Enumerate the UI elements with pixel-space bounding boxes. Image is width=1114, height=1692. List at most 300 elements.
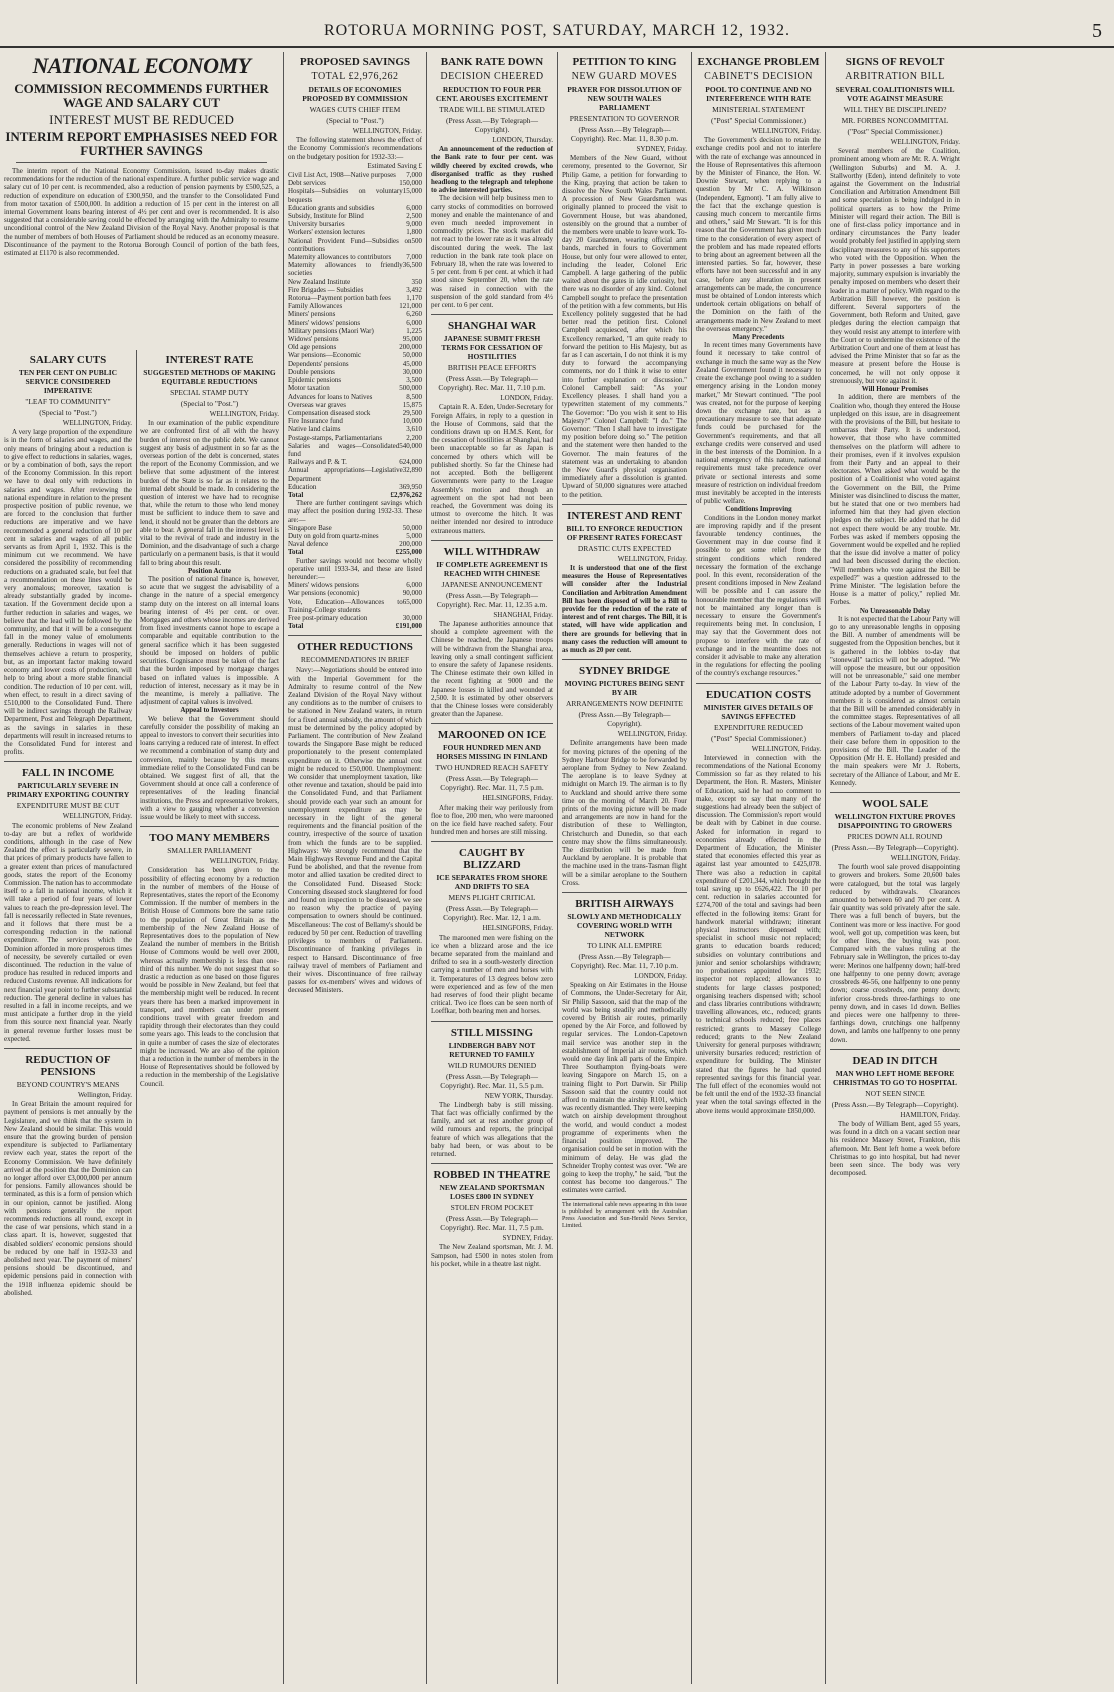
article-lead: An announcement of the reduction of the Bank rate to four per cent. was wildly cheered by excited crowds, who disorganised traffic as they rushed headlong to the telegraph and telephone to advise interested parties. xyxy=(431,145,553,195)
table-row xyxy=(288,425,422,433)
table-row xyxy=(288,187,422,203)
press-credit: (Press Assn.—By Telegraph—Copyright). xyxy=(445,116,539,134)
table-cell-amount: 500,000 xyxy=(399,384,422,393)
article-lead: It is understood that one of the first measures the House of Representatives will consider after the Industrial Conciliation and Arbitration Amendment Bill has been disposed of will be a Bill to provide for the reduction of the rate of interest and of rent charges. The Bill, it is stated, will have wide application and there are grounds for believing that in many cases the reduction will amount to as much as 20 per cent. xyxy=(562,563,687,654)
article-headline: STILL MISSING xyxy=(450,1026,534,1039)
press-credit: (Press Assn.—By Telegraph—Copyright). Rec. Mar. 11, 5.5 p.m. xyxy=(440,1071,544,1090)
table-cell-item: Compensation diseased stock xyxy=(288,408,371,417)
press-credit: (Press Assn.—By Telegraph—Copyright). Rec. Mar. 11, 12.35 a.m. xyxy=(436,590,548,609)
table-cell-item: Overseas war graves xyxy=(288,400,346,409)
article-headline: SYDNEY BRIDGE xyxy=(579,665,670,678)
table-cell-item: Miners' widows pensions xyxy=(288,581,359,590)
page-number: 5 xyxy=(1092,20,1102,42)
article-subhead: WAGES CUTS CHIEF ITEM xyxy=(309,105,401,114)
table-cell-item: Military pensions (Maori War) xyxy=(288,326,374,335)
table-cell-amount: 1,225 xyxy=(406,326,422,335)
table-cell-amount: 30,000 xyxy=(402,613,422,622)
table-row xyxy=(288,261,422,277)
article-subhead: MOVING PICTURES BEING SENT BY AIR xyxy=(564,679,685,698)
table-cell-item: Duty on gold from quartz-mines xyxy=(288,531,379,540)
article-body: Several members of the Coalition, prominent among whom are Mr. R. A. Wright (Wellington Suburbs) and M. A. J. Stallworthy (Eden), intend definitely to vote against the Government on the Industrial Conciliation and Arbitration Amendment Bill and some speculation is being indulged in in political quarters as to how the Prime Minister will regard their action. The Bill is one of first-class policy importance and in ordinary circumstances the Party leader would probably feel justified in applying stern disciplinary measures to any of his supporters who voted with the Opposition. When the Party in power possesses a bare working majority, summary expulsion is invariably the penalty imposed on members who desert their leader in a matter of policy. With regard to the Arbitration Bill however, the position is different. Several supporters of the Government, both Reform and United, gave pledges during the election campaign that they would resist any attempt to interfere with the Court or to undermine the existence of the Arbitration Court and one of them at least has advised the Prime Minister that so far as the measure at present before the House is concerned, he will not only oppose it strenuously, but vote against it. xyxy=(830,147,960,385)
table-cell-item: Advances for loans to Natives xyxy=(288,392,373,401)
table-cell-item: Annual appropriations—Legislative Department xyxy=(288,466,403,483)
article-subhead: JAPANESE SUBMIT FRESH TERMS FOR CESSATION OF HOSTILITIES xyxy=(441,334,543,362)
article-subhead: STOLEN FROM POCKET xyxy=(450,1203,534,1213)
table-cell-item: New Zealand Institute xyxy=(288,277,351,286)
table-cell-item: Native land claims xyxy=(288,425,341,434)
article-headline: MAROONED ON ICE xyxy=(437,729,547,742)
dateline: LONDON, Thursday. xyxy=(492,136,553,144)
article-subhead: TEN PER CENT ON PUBLIC SERVICE CONSIDERED IMPERATIVE xyxy=(18,368,118,395)
article-subhead: PARTICULARLY SEVERE IN PRIMARY EXPORTING COUNTRY xyxy=(6,781,130,800)
article-body: In addition, there are members of the Coalition who, though they entered the House unpledged on this issue, are in disagreement with the provisions of the Bill, but hesitate to embarrass their Party. It is understood, however, that those who have committed themselves on the platform will adhere to their promises, even if it involves expulsion from their Party and an appeal to their electorates. When asked what would be the position of a Coalitionist who voted against the Government on the Bill, the Prime Minister was disinclined to discuss the matter, but he stated that one or two members had informed him that they had given election pledges on the subject. He added that he did not expect there would be any trouble. Mr. Forbes was asked if members opposing the Government would be expelled and he replied that the issue did involve a matter of policy and had been discussed during the election. "Will members who vote against the Bill be expelled?" was a question addressed to the Prime Minister. "The legislation before the House is a matter of policy," replied Mr. Forbes. xyxy=(830,393,960,607)
table-row xyxy=(288,294,422,302)
article-body: The Lindbergh baby is still missing. That fact was officially confirmed by the family, and set at rest another group of wild rumours and reports, the principal feature of which was allegations that the baby had been, or was about to be returned. xyxy=(431,1100,553,1159)
masthead xyxy=(0,16,1114,48)
table-cell-amount: 50,000 xyxy=(402,351,422,360)
dateline: WELLINGTON, Friday. xyxy=(890,854,960,863)
article-subhead: NEW GUARD MOVES xyxy=(571,71,678,82)
article-subhead: EXPENDITURE MUST BE CUT xyxy=(16,801,120,811)
table-cell-amount: 150,000 xyxy=(399,179,422,188)
article-headline: CAUGHT BY BLIZZARD xyxy=(458,847,526,872)
table-cell-amount: 15,875 xyxy=(402,400,422,409)
press-credit: (Press Assn.—By Telegraph—Copyright). Rec. Mar. 11, 7.5 p.m. xyxy=(440,1214,544,1233)
table-cell-amount: 10,000 xyxy=(402,417,422,426)
article-subhead: ARBITRATION BILL xyxy=(845,71,945,82)
lead-headline: NATIONAL ECONOMY xyxy=(32,53,251,78)
table-row xyxy=(288,179,422,187)
article-subhead: PRAYER FOR DISSOLUTION OF NEW SOUTH WALES PARLIAMENT xyxy=(567,85,682,112)
table-row xyxy=(288,417,422,425)
table-cell-amount: 50,000 xyxy=(402,523,422,532)
article-subhead: "LEAF TO COMMUNITY" xyxy=(25,397,111,406)
article-subhead: MINISTER GIVES DETAILS OF SAVINGS EFFECTED xyxy=(703,702,814,721)
table-row xyxy=(288,401,422,409)
article-body: A very large proportion of the expenditure is in the form of salaries and wages, and the only means of bringing about a reduction is to give effect to reductions in salaries, wages, or by a combination of both, says the report of the Economy Commission. In this report we have to deal only with reductions in salaries and wages. After reviewing the national expenditure in relation to the present prospective position of public revenue, we are forced to the conclusion that further reductions are imperative and we have recommended a general reduction of 10 per cent in salaries and wages of all public servants as from April 1, 1932. This is the minimum cut we recommend. We have considered the possibility of recommending reductions on a graduated scale, but feel that a recommendation on these lines would be very anomalous; moreover, taxation is already substantially graded by income-taxation. If the Government decide upon a further reduction in salaries and wages, we believe that the lead will be followed by the community, and that it will be a consequent fall in the money value of emoluments generally. Reductions in wages will not of themselves achieve a return to prosperity, but, as an important factor making toward economy and lower costs of production, will help to bring about a more stable financial condition. The reduction of 10 per cent. will, when effect, to result in a direct saving of £510,000 to the Consolidated Fund. There will be indirect savings through the Railway Department, Post and Telegraph Department, as the savings in salaries in these departments will result in increased returns to the Consolidated Fund for interest and profits. xyxy=(4,428,132,757)
article-body: The body of William Bent, aged 55 years, was found in a ditch on a vacant section near his residence Massey Street, Frankton, this afternoon. Mr. Bent left home a week before Christmas to go into hospital, but had never been seen since. The body was very decomposed. xyxy=(830,1119,960,1178)
table-cell-amount: 90,000 xyxy=(402,589,422,598)
article-headline: WILL WITHDRAW xyxy=(443,545,541,558)
dateline: WELLINGTON, Friday. xyxy=(617,554,687,563)
article-subhead: BEYOND COUNTRY'S MEANS xyxy=(16,1080,120,1090)
table-cell-item: Workers' extension lectures xyxy=(288,228,365,237)
table-cell-amount: 30,000 xyxy=(402,367,422,376)
table-cell-amount: 2,200 xyxy=(406,433,422,442)
table-row xyxy=(288,458,422,466)
dateline: HELSINGFORS, Friday. xyxy=(482,924,553,933)
article-subhead: MINISTERIAL STATEMENT xyxy=(712,105,805,114)
table-row xyxy=(288,483,422,491)
table-cell-amount: 3,500 xyxy=(406,376,422,385)
article-body: We believe that the Government should carefully consider the possibility of making an appeal to investors to convert their securities into loans carrying a reduced rate of interest. In effect we recommend a combination of stamp duty and conversion, mainly because by this means immediate relief to the Consolidated Fund can be obtained. We suggest first of all, that the Government should at once call a conference of representatives of the leading financial institutions, the Press and representative brokers, with a view to gauging whether a conversion issue would be likely to meet with success. xyxy=(140,714,279,821)
table-row xyxy=(288,614,422,622)
article-body: In Great Britain the amount required for payment of pensions is met annually by the Legislature, and we think that the system in New Zealand should be similar. This would ensure that the growing burden of pension expenditure is subjected to Parliamentary review each year, states the report of the Economy Commission. We have definitely arrived at the position that the Dominion can no longer afford over £3,000,000 per annum for pensions. Family allowances should be terminated, as this is a form of pension which in our opinion, cannot be justified. Along with pensions generally the report recommends reductions all round, except in the case of war pensions, which stand in a class apart. It is, however, suggested that disabled soldiers' economic pensions should be reduced by one half in 1932-33 and abolished next year. The payment of miners' pensions should be discontinued, and epidemic pensions paid in connection with the 1918 influenza epidemic should be abolished. xyxy=(4,1100,132,1297)
table-row xyxy=(288,376,422,384)
special-credit: (Special to "Post.") xyxy=(39,408,97,417)
article-subhead: BRITISH PEACE EFFORTS xyxy=(447,363,537,373)
table-cell-item: Maternity allowances to contributors xyxy=(288,253,392,262)
article-body: After making their way perilously from floe to floe, 200 men, who were marooned on the ice field have reached safety. Four hundred men and horses are still missing. xyxy=(431,803,553,837)
table-cell-item: Double pensions xyxy=(288,367,335,376)
table-row xyxy=(288,589,422,597)
article-headline: SALARY CUTS xyxy=(29,354,107,366)
table-cell-amount: 540,000 xyxy=(399,441,422,450)
lead-subhead: INTERIM REPORT EMPHASISES NEED FOR FURTHER SAVINGS xyxy=(5,129,278,158)
article-subhead: BILL TO ENFORCE REDUCTION OF PRESENT RATES FORECAST xyxy=(566,523,683,542)
crosshead: No Unreasonable Delay xyxy=(859,606,931,615)
table-cell-item: Vote, Education—Allowances to Training-College students xyxy=(288,597,403,614)
dateline: Wellington, Friday. xyxy=(77,1091,132,1100)
table-cell-item: Postage-stamps, Parliamentarians xyxy=(288,433,383,442)
dateline: WELLINGTON, Friday. xyxy=(352,127,422,135)
article-body: Interviewed in connection with the recommendations of the National Economy Commission so far as they related to his Department, the Hon. R. Masters, Minister of Education, said he had no comment to make, except to say that many of the suggestions had already been the subject of discussion. The Commission's report would be dealt with by Cabinet in due course. Asked for information in regard to economies already effected in the Department of Education, the Minister stated that economies effected this year as against last year amounted to £425,078. There was also a reduction in capital expenditure of £201,344, which brought the total saving up to £626,422. The 10 per cent. reduction in salaries accounted for £274,700 of the total and savings had been effected in the following items: Grant for handwork material withdrawn; itinerant physical instructors dispensed with; specialist in school music not replaced; grants to education boards reduced; subsidies on voluntary contributions and junior and senior scholarships withdrawn; no probationers appointed for 1932; inspector not replaced; allowances to students for large classes postponed; organising teachers dispensed with; school and class libraries contributions withdrawn; travelling allowances, etc., reduced; grants to technical schools reduced; free places restricted; grants to Massey College reduced; grants to the New Zealand University for general purposes withdrawn; university bursaries reduced; restriction of expenditure for building. The Minister stated that the figures he had quoted represented savings for this financial year. The full effect of the economies would not be felt until the end of the 1932-33 financial year when the total savings effected in the above items would approximate £850,000. xyxy=(696,753,821,1115)
article-subhead: SLOWLY AND METHODICALLY COVERING WORLD WITH NETWORK xyxy=(567,912,682,940)
table-row xyxy=(288,220,422,228)
article-subhead: IF COMPLETE AGREEMENT IS REACHED WITH CHINESE xyxy=(436,559,548,578)
savings-table xyxy=(288,581,422,622)
column-rule xyxy=(283,52,284,1684)
lead-body: The interim report of the National Economy Commission, issued to-day makes drastic recommendations for the reduction of the national expenditure. A further public service wage and salary cut of 10 per cent. is recommended, also a reduction of pension payments by £500,525, a reduction of expenditure on education of £300,950, and the transfer to the Consolidated Fund from motor taxation of £500,000. In addition a reduction of 15 per cent in the interest on all internal Government loans bearing interest of 4½ per cent and over is recommended. It is also suggested that a considerable saving could be effected by arranging with the Admiralty to resume unconditional control of the New Zealand Division of the Royal Navy. Another proposal is that the number of members of both Houses of Parliament should be reduced as an economy measure. Discontinuance of the payment to the Rotorua Borough Council of portion of the bath fees, estimated at £1170 is also recommended. xyxy=(4,167,279,258)
article-subhead: DRASTIC CUTS EXPECTED xyxy=(577,543,672,553)
table-row xyxy=(288,442,422,458)
article-body: In recent times many Governments have found it necessary to take control of exchange in much the same way as the New Zealand Government found it necessary to create the exchange pool owing to a sudden emergency arising in the London money market," Mr Stewart continued. "The pool was created, not for the purpose of keeping down the exchange rate, but as a precautionary measure to see that adequate funds could be purchased for the Government's requirements, and that all exchange credits were conserved and used in the best interests of the Dominion. In a national emergency of this nature, national requirements must take precedence over private or sectional interests and some measure of restriction on individual freedom must inevitably be accepted in the interests of public welfare. xyxy=(696,341,821,506)
table-cell-item: Education grants and subsidies xyxy=(288,203,375,212)
lead-subhead: INTEREST MUST BE REDUCED xyxy=(49,112,234,127)
table-cell-item: Debt services xyxy=(288,179,326,188)
table-cell-amount: 65,000 xyxy=(402,597,422,606)
article-subhead: LINDBERGH BABY NOT RETURNED TO FAMILY xyxy=(448,1040,536,1059)
table-cell-amount: 369,950 xyxy=(399,482,422,491)
article-body: The marooned men were fishing on the ice when a blizzard arose and the ice became separated from the mainland and drifted to sea in a south-westerly direction carrying a number of men and horses with it. Temperatures of 13 degrees below zero were experienced and as few of the men had reserves of food their plight became critical. Two ice floes can be seen north of Loeffkar, both bearing men and horses. xyxy=(431,933,553,1016)
table-row xyxy=(288,581,422,589)
table-cell-amount: 29,500 xyxy=(402,408,422,417)
article-headline: PROPOSED SAVINGS xyxy=(299,56,411,68)
press-credit: (Press Assn.—By Telegraph—Copyright). Rec. Mar. 11, 7.10 p.m. xyxy=(438,374,546,393)
table-total: Total £191,000 xyxy=(288,622,422,631)
dateline: LONDON, Friday. xyxy=(500,394,553,403)
crosshead: Conditions Improving xyxy=(725,505,792,514)
dateline: WELLINGTON, Friday. xyxy=(890,138,960,146)
article-body: The decision will help business men to carry stocks of commodities on borrowed money and enable the maintenance of and even much needed improvement in commodity prices. The stock market did not react to the lower rate as it was already discounted during the week. The last reduction in the bank rate took place on February 18, when the rate was lowered to 5 per cent. from 6 per cent. at which it had stood since September 20, when the rate was raised in connection with the suspension of the gold standard from 4½ per cent. to 6 per cent. xyxy=(431,194,553,310)
table-row xyxy=(288,327,422,335)
savings-table xyxy=(288,171,422,491)
article-subhead: RECOMMENDATIONS IN BRIEF xyxy=(300,655,410,665)
article-headline: OTHER REDUCTIONS xyxy=(297,641,413,654)
press-credit: (Press Assn.—By Telegraph—Copyright). Rec. Mar. 11, 7.5 p.m. xyxy=(440,774,544,793)
table-cell-item: Singapore Base xyxy=(288,523,332,532)
article-body: Definite arrangements have been made for moving pictures of the opening of the Sydney Harbour Bridge to be forwarded by aeroplane from Sydney to New Zealand. The aeroplane is to leave Sydney at midnight on March 19. The airman is to fly to Auckland and should arrive there some time on the morning of March 20. Four prints of the moving picture will be made and arrangements are now in hand for the distribution of these to Wellington, Christchurch and Dunedin, so that each centre may show the films simultaneously. The distribution will be made from Auckland by aeroplane. It is probable that the machine used in the trans-Tasman flight will be a similar aeroplane to the Southern Cross. xyxy=(562,739,687,887)
article-body: There are further contingent savings which may affect the position during 1932-33. These are:— xyxy=(288,499,422,524)
dateline: WELLINGTON, Friday. xyxy=(209,410,279,418)
article-body: It is not expected that the Labour Party will go to any unreasonable lengths in opposing the Bill. A number of amendments will be suggested from the Opposition benches, but it is gathered in the lobbies to-day that "stonewall" tactics will not be adopted. "We will oppose the measure, but our opposition will not be unreasonable," said one member of the Labour Party to-day. In view of the attitude adopted by a number of Government members it is considered as almost certain that the Bill will be amended considerably in the committee stages. Representatives of all sections of the Labour movement waited upon members of Parliament to-day and placed their case before them in opposition to the provisions of the Bill. The Leader of the Opposition (Mr H. E. Holland) presided and the main speakers were Mr J. Roberts, secretary of the Alliance of Labour, and Mr E. Kennedy. xyxy=(830,614,960,787)
masthead-title: ROTORUA MORNING POST, SATURDAY, MARCH 12, 1932. xyxy=(323,22,791,39)
article-headline: INTEREST AND RENT xyxy=(567,509,682,522)
table-cell-item: War pensions—Economic xyxy=(288,351,362,360)
table-cell-amount: 45,000 xyxy=(402,359,422,368)
press-credit: (Press Assn.—By Telegraph—Copyright). xyxy=(831,843,959,853)
column-rule xyxy=(691,52,692,1684)
article-subhead: TO LINK ALL EMPIRE xyxy=(587,941,662,951)
article-headline: PETITION TO KING xyxy=(572,56,677,68)
table-header: Estimated Saving £ xyxy=(367,161,422,170)
article-subhead: SMALLER PARLIAMENT xyxy=(167,846,252,856)
article-headline: SIGNS OF REVOLT xyxy=(845,56,945,68)
table-cell-amount: 9,000 xyxy=(406,220,422,229)
article-body: Further savings would not become wholly operative until 1933-34, and these are listed hereunder:— xyxy=(288,556,422,581)
article-subhead: MR. FORBES NONCOMMITTAL xyxy=(841,116,949,125)
table-row xyxy=(288,278,422,286)
dateline: LONDON, Friday. xyxy=(634,972,687,981)
table-cell-item: Miners' widows' pensions xyxy=(288,318,361,327)
table-cell-item: National Provident Fund—Subsidies on contributions xyxy=(288,236,412,253)
table-cell-item: Salaries and wages—Consolidated fund xyxy=(288,441,400,458)
lead-article xyxy=(4,52,279,342)
table-cell-item: Maternity allowances to friendly societies xyxy=(288,261,403,278)
table-cell-item: Fire Insurance fund xyxy=(288,417,343,426)
table-row xyxy=(288,393,422,401)
article-headline: INTEREST RATE xyxy=(165,354,254,366)
table-cell-item: Railways and P. & T. xyxy=(288,458,347,467)
article-subhead: WILL THEY BE DISCIPLINED? xyxy=(843,105,947,114)
table-cell-amount: 8,500 xyxy=(406,392,422,401)
article-headline: SHANGHAI WAR xyxy=(447,320,537,333)
bank-rate-column xyxy=(431,52,553,1684)
table-row xyxy=(288,598,422,614)
table-row xyxy=(288,466,422,482)
article-body: The New Zealand sportsman, Mr. J. M. Sampson, had £500 in notes stolen from his pocket, while in a theatre last night. xyxy=(431,1243,553,1268)
table-cell-amount: 6,260 xyxy=(406,310,422,319)
interest-column xyxy=(140,350,279,1684)
table-cell-amount: 1,170 xyxy=(406,294,422,303)
table-cell-item: Epidemic pensions xyxy=(288,376,342,385)
table-cell-amount: 200,000 xyxy=(399,343,422,352)
table-cell-item: Motor taxation xyxy=(288,384,330,393)
article-body: In our examination of the public expenditure we are confronted first of all with the heavy burden of interest on the public debt. We cannot suggest any basis of adjustment in so far as the overseas portion of the debt is concerned, states the report of the Economy Commission, and we believe that some adjustment of the interest burden of the State is so far as it relates to the internal debt should be made. In considering the question of interest we have had to recognise that, while the return to those who lend money must be sufficient to induce them to save and lend, it should not be greater than the debtors are able to bear. A general fall in the interest level is vital to the revival of trade and industry in the Dominion, and the disadvantage of such a charge particularly on a permanent basis, is that it would fall to bring about this result. xyxy=(140,419,279,567)
table-row xyxy=(288,204,422,212)
table-cell-item: War pensions (economic) xyxy=(288,589,360,598)
article-body: Speaking on Air Estimates in the House of Commons, the Under-Secretary for Air, Sir Philip Sassoon, said that the map of the world was being steadily and methodically covered by British air routes, primarily opened by the Air Force, and followed by regular services. The London-Capetown mail service was another step in the establishment of Imperial air routes, which would one day link all parts of the Empire. Three Southampton flying-boats were leaving Singapore on March 15, on a training flight to Port Darwin. Sir Philip Sassoon said that the country could not afford to maintain the airship R101, which was recently dismantled. They were keeping watch on airship development throughout the world, and would conduct a modest programme of experiments when the financial position improved. The organisation could be set in motion with the minimum of delay. He was glad the Schneider Trophy contest was over. "We are going to keep the trophy," he said, "but the contest has become too dangerous." The estimates were carried. xyxy=(562,981,687,1195)
table-cell-amount: 7,000 xyxy=(406,171,422,180)
exchange-column xyxy=(696,52,821,1684)
article-subhead: TWO HUNDRED REACH SAFETY xyxy=(435,763,549,773)
column-rule xyxy=(825,52,826,1684)
article-headline: FALL IN INCOME xyxy=(21,767,115,780)
lead-subhead: COMMISSION RECOMMENDS FURTHER WAGE AND SALARY CUT xyxy=(14,81,269,110)
article-subhead: CABINET'S DECISION xyxy=(704,71,813,82)
table-row xyxy=(288,368,422,376)
table-cell-amount: 2,500 xyxy=(406,212,422,221)
article-body: Navy:—Negotiations should be entered into with the Imperial Government for the Admiralty to resume control of the New Zealand Division of the Royal Navy without any conditions as to the number of cruisers to be stationed in New Zealand waters, in return for a fixed annual subsidy, the amount of which must be determined by the policy adopted by Parliament. The contribution of New Zealand towards the Singapore Base might be reduced proportionately to the present contemplated expenditure on it. Otherwise the annual cost might be reduced to £50,000. Unemployment: We consider that unemployment taxation, like other revenue and taxation, should be paid into the Consolidated Fund, and that Parliament should provide each year such an amount for unemployment expenditure as may be necessary in the light of the general requirements and the financial position of the country, irrespective of the source of taxation from which the funds are to be supplied. Highways: We strongly recommend that the Main Highways Revenue Fund and the Capital Fund be abolished, and that the revenue from motor and allied taxation be credited direct to the Consolidated Fund. Diseased Stock: Concerning diseased stock slaughtered for food and found on inspection to be diseased, we see no reason why the practice of paying compensation to owners should be continued. Miscellaneous: The cost of Bellamy's should be reduced by 50 per cent. Reduction of travelling privileges to members of Parliament. Discontinuance of franking privileges in respect to Hansard. Discontinuance of free railway travel of members of Parliament and their wives. Discontinuance of free railway passes for ex-members' wives and widows of deceased Ministers. xyxy=(288,666,422,995)
table-cell-amount: 1,800 xyxy=(406,228,422,237)
article-subhead: ARRANGEMENTS NOW DEFINITE xyxy=(566,699,683,709)
dateline: NEW YORK, Thursday. xyxy=(484,1091,553,1100)
table-cell-item: Civil List Act, 1908—Native purposes xyxy=(288,171,396,180)
article-subhead: MEN'S PLIGHT CRITICAL xyxy=(448,893,536,903)
dateline: HAMILTON, Friday. xyxy=(900,1110,960,1119)
article-headline: EXCHANGE PROBLEM xyxy=(697,56,820,68)
table-cell-item: Hospitals—Subsidies on voluntary bequests xyxy=(288,187,403,204)
article-headline: BANK RATE DOWN xyxy=(440,56,544,68)
article-subhead: TRADE WILL BE STIMULATED xyxy=(439,105,545,114)
table-cell-item: Family Allowances xyxy=(288,302,343,311)
special-credit: ("Post" Special Commissioner.) xyxy=(710,733,807,743)
press-credit: (Press Assn.—By Telegraph—Copyright). xyxy=(831,1099,959,1109)
article-headline: WOOL SALE xyxy=(861,798,929,811)
press-credit: (Press Assn.—By Telegraph—Copyright). Rec. Mar. 11, 8.30 p.m. xyxy=(570,125,679,143)
revolt-column xyxy=(830,52,960,1177)
article-body: The Japanese authorities announce that should a complete agreement with the Chinese be reached, the Japanese troops will be withdrawn from the Shanghai area, leaving only a small contingent sufficient to ensure the safety of Japanese residents. The Chinese estimate their own killed in the recent fighting at 9000 and the Japanese losses in killed and wounded at 2,500. It is estimated by other observers that the Chinese losses were considerably greater than the Japanese. xyxy=(431,619,553,719)
table-row xyxy=(288,434,422,442)
table-row xyxy=(288,335,422,343)
article-headline: ROBBED IN THEATRE xyxy=(433,1169,551,1182)
table-cell-item: Miners' pensions xyxy=(288,310,336,319)
article-headline: EDUCATION COSTS xyxy=(705,688,812,701)
article-subhead: MAN WHO LEFT HOME BEFORE CHRISTMAS TO GO TO HOSPITAL xyxy=(833,1068,957,1087)
table-row xyxy=(288,343,422,351)
column-rule xyxy=(557,52,558,1684)
table-cell-item: Education xyxy=(288,482,317,491)
table-row xyxy=(288,360,422,368)
revolt-column-wrap xyxy=(830,52,1110,1684)
table-row xyxy=(288,310,422,318)
article-subhead: FOUR HUNDRED MEN AND HORSES MISSING IN FINLAND xyxy=(436,743,548,762)
table-row xyxy=(288,228,422,236)
table-cell-amount: 95,000 xyxy=(402,335,422,344)
table-cell-item: Naval defence xyxy=(288,540,329,549)
article-body: The Government's decision to retain the exchange credits pool and not to interfere with the rate of exchange was announced in the House of Representatives this afternoon by the Minister of Finance, the Hon. W. Downie Stewart, when replying to a question by Mr C. A. Wilkinson (Independent, Egmont). "I am fully alive to the fact that the exchange question is causing much concern to mercantile firms and others," said Mr Stewart. "It is for this reason that the Government has given much time to the consideration of every aspect of the problem and has made repeated efforts to bring about an agreement between all the interested parties. So far, however, these efforts have not been successful and in any case, before any alteration in present arrangements can be made, the concurrence must be obtained of London interests which undertook certain obligations on behalf of the Dominion on the faith of the arrangements made in New Zealand to meet the overseas emergency." xyxy=(696,136,821,333)
dateline: SYDNEY, Friday. xyxy=(502,1234,553,1243)
salary-column xyxy=(4,350,132,1684)
table-cell-item: Dependents' pensions xyxy=(288,359,349,368)
article-subhead: WELLINGTON FIXTURE PROVES DISAPPOINTING TO GROWERS xyxy=(834,812,956,831)
article-headline: DEAD IN DITCH xyxy=(852,1054,938,1067)
article-subhead: SPECIAL STAMP DUTY xyxy=(170,388,249,397)
crosshead: Position Acute xyxy=(188,566,231,575)
table-row xyxy=(288,351,422,359)
article-headline: REDUCTION OF PENSIONS xyxy=(25,1054,111,1079)
article-body: The following statement shows the effect of the Economy Commission's recommendations on the budgetary position for 1932-33:— xyxy=(288,136,422,161)
cable-notice: The international cable news appearing in this issue is published by arrangement with the Australian Press Association and Sun-Herald News Service, Limited. xyxy=(562,1199,687,1230)
table-cell-amount: 6,000 xyxy=(406,203,422,212)
table-cell-amount: 200,000 xyxy=(399,540,422,549)
table-cell-amount: 15,000 xyxy=(402,187,422,196)
table-cell-amount: 121,000 xyxy=(399,302,422,311)
article-subhead: NEW ZEALAND SPORTSMAN LOSES £800 IN SYDNEY xyxy=(439,1183,545,1202)
table-row xyxy=(288,384,422,392)
table-row xyxy=(288,171,422,179)
article-subhead: NOT SEEN SINCE xyxy=(865,1088,925,1098)
article-body: Conditions in the London money market are improving rapidly and if the present favourable tendency continues, the Government may in due course find it possible to get some relief from the stringent conditions which rendered necessary the formation of the exchange pool. In this event, reconsideration of the present conditions imposed in New Zealand will be possible and I can assure the honourable member that the regulations will not be maintained any longer than is necessary to ensure the Government's requirements being met. In conclusion, I may say that the Government does not propose to interfere with the rate of exchange and in the meantime does not consider it advisable to make any alteration in the regulations for effecting the pooling of the country's exchange resources." xyxy=(696,513,821,678)
dateline: WELLINGTON, Friday. xyxy=(751,127,821,135)
article-subhead: POOL TO CONTINUE AND NO INTERFERENCE WITH RATE xyxy=(705,85,812,103)
article-headline: BRITISH AIRWAYS xyxy=(575,898,674,911)
article-body: The fourth wool sale proved disappointing to growers and brokers. Some 20,600 bales were catalogued, but the total was largely reduced by withdrawals. Clearances amounted to between 60 and 70 per cent. A fair quantity was sold privately after the sale. There was a full bench of buyers, but the Continent was more or less inactive. For good wool, well got up, competition was keen, but for other lines, the buying was poor. Compared with the values ruling at the February sale in Wellington, the prices to-day were: Merinos one halfpenny down; half-bred one halfpenny to one penny down; average crossbreds 46-56, one halfpenny to one penny down; coarse crossbreds, one penny down; inferior cross-breds three-farthings to one penny down, and in cases 1d down. Bellies and pieces were one halfpenny to three-farthings down, crutchings one halfpenny down, and lambs one halfpenny to one penny down. xyxy=(830,863,960,1044)
article-body: Captain R. A. Eden, Under-Secretary for Foreign Affairs, in reply to a question in the House of Commons, said that the conditions drawn up on H.M.S. Kent, for the cessation of hostilities at Shanghai, had been unacceptable so far as Japan is concerned by others which will be published shortly. So far the Chinese had not accepted. Both the belligerent Governments were party to the League Assembly's motion and though an agreement on the spot had not been reached, the Government was doing its utmost to overcome the hitch. It was neither intended nor desired to introduce extraneous matters. xyxy=(431,403,553,535)
article-body: The position of national finance is, however, so acute that we suggest the advisability of a change in the nature of a special emergency stamp duty on the interest on all internal loans bearing interest of 4½ per cent. or over. Mortgages and others whose incomes are derived from fixed investments cannot hope to escape a comparable and equitable contribution to the general sacrifice which it has been suggested should be imposed on holders of public securities. Cognisance must be taken of the fact that the burden imposed by mortgage charges based on inflated values is impossible. A reduction of interest, necessary as it may be in the meantime, is merely a palliative. The adjustment of capital values is involved. xyxy=(140,575,279,707)
table-row xyxy=(288,212,422,220)
article-subhead: DECISION CHEERED xyxy=(440,71,544,82)
crosshead: Appeal to Investors xyxy=(180,706,239,715)
article-subhead: SUGGESTED METHODS OF MAKING EQUITABLE REDUCTIONS xyxy=(143,368,276,386)
table-cell-amount: 3,610 xyxy=(406,425,422,434)
article-subhead: SEVERAL COALITIONISTS WILL VOTE AGAINST MEASURE xyxy=(835,85,955,103)
table-cell-amount: 32,890 xyxy=(402,466,422,475)
table-row xyxy=(288,286,422,294)
article-subhead: ICE SEPARATES FROM SHORE AND DRIFTS TO SEA xyxy=(436,873,548,892)
dateline: WELLINGTON, Friday. xyxy=(62,419,132,427)
article-subhead: TOTAL £2,976,262 xyxy=(311,71,399,82)
column-rule xyxy=(136,350,137,1684)
table-cell-item: Fire Brigades — Subsidies xyxy=(288,285,364,294)
table-cell-item: Free post-primary education xyxy=(288,613,368,622)
table-row xyxy=(288,409,422,417)
savings-column xyxy=(288,52,422,1684)
table-row xyxy=(288,524,422,532)
table-cell-item: Widows' pensions xyxy=(288,335,339,344)
crosshead: Will Honour Promises xyxy=(861,385,929,394)
table-cell-amount: 6,000 xyxy=(406,581,422,590)
article-subhead: PRESENTATION TO GOVERNOR xyxy=(569,114,680,123)
table-cell-item: University bursaries xyxy=(288,220,345,229)
article-headline: TOO MANY MEMBERS xyxy=(149,832,270,845)
crosshead: Many Precedents xyxy=(732,333,785,342)
special-credit: (Special to "Post.") xyxy=(326,116,384,125)
article-subhead: JAPANESE ANNOUNCEMENT xyxy=(441,579,543,589)
petition-column xyxy=(562,52,687,1684)
table-total: Total £255,000 xyxy=(288,548,422,557)
table-row xyxy=(288,253,422,261)
special-credit: (Special to "Post.") xyxy=(180,399,239,408)
dateline: SYDNEY, Friday. xyxy=(636,145,687,153)
dateline: WELLINGTON, Friday. xyxy=(617,730,687,739)
table-row xyxy=(288,237,422,253)
article-subhead: EXPENDITURE REDUCED xyxy=(714,722,803,732)
article-body: The economic problems of New Zealand to-day are but a reflex of worldwide conditions, although in the case of New Zealand the effect is particularly severe, in that prices of primary products have fallen to a greater extent than prices of manufactured goods, states the report of the Economy Commission. The nation has to accommodate itself to a fall in national income, which it will take a period of four years of lower values to reach the pre-depression level. The fall is necessarily reflected in State revenues, and it follows that there must be a corresponding reduction in the national expenditure. The services which the Dominion afforded in more prosperous times of necessity, be severely curtailed or even discontinued. The reduction in the value of produce has resulted in reduced imports and reduced Customs revenue. All indications for next financial year point to further substantial reduction. The general decline in values has resulted in a fall in income receipts, and we must anticipate a further drop in the yield from this source next financial year. Nearly in general revenue further losses must be expected. xyxy=(4,821,132,1043)
table-row xyxy=(288,532,422,540)
article-subhead: DETAILS OF ECONOMIES PROPOSED BY COMMISSION xyxy=(302,85,408,103)
press-credit: (Press Assn.—By Telegraph—Copyright). Rec. Mar. 12, 1 a.m. xyxy=(443,904,541,923)
article-subhead: REDUCTION TO FOUR PER CENT. AROUSES EXCITEMENT xyxy=(435,85,549,103)
column-rule xyxy=(426,52,427,1684)
dateline: WELLINGTON, Friday. xyxy=(62,812,132,821)
table-cell-item: Subsidy, Institute for Blind xyxy=(288,212,364,221)
table-total: Total £2,976,262 xyxy=(288,490,422,499)
table-cell-amount: 6,000 xyxy=(406,318,422,327)
table-cell-amount: 500 xyxy=(411,236,422,245)
table-row xyxy=(288,540,422,548)
table-cell-amount: 3,492 xyxy=(406,285,422,294)
table-cell-item: Rotorua—Payment portion bath fees xyxy=(288,294,391,303)
table-cell-amount: 624,000 xyxy=(399,458,422,467)
table-row xyxy=(288,302,422,310)
press-credit: (Press Assn.—By Telegraph—Copyright). xyxy=(578,710,671,729)
special-credit: ("Post" Special Commissioner.) xyxy=(847,127,943,136)
special-credit: ("Post" Special Commissioner.) xyxy=(710,116,807,125)
article-body: Members of the New Guard, without ceremony, presented to the Governor, Sir Philip Game, a petition for forwarding to the King, praying that action be taken to dissolve the New South Wales Parliament. A procession of New Guardsmen was originally planned to proceed the visit to Government House, but was abandoned, ostensibly on the ground that a number of the members were unable to leave work. To-day 20 Guardsmen, wearing official arm bands, marched in fours to Government House, but only four were allowed to enter, including the leader, Colonel Eric Campbell. A large gathering of the public waited about the gates in idle curiosity, but there was no disorder of any kind. Colonel Campbell sought to preface the presentation of the petition with a few comments, but His Excellency politely suggested that he had better read the petition first. Colonel Campbell acquiesced, after which his Excellency remarked, "I am quite ready to forward the petition to His Majesty, but as far as I can ascertain, I do not think it is my duty to forward the accompanying comments, nor do I think it wise to enter into further explanation or discussion." Colonel Campbell said: "As your Excellency pleases. I shall hand you a typewritten statement of my comments." The Governor: "Do you wish it sent to His Majesty?" Colonel Campbell: "I do." The Governor: "Then I shall have to investigate my position before doing so." The petition and the statement were then handed to the Governor. The main features of the statement was an undertaking to abandon the New Guard's physical organisation immediately after a dissolution is granted. Upward of 50,000 signatures were attached to the petition. xyxy=(562,154,687,499)
article-subhead: PRICES DOWN ALL ROUND xyxy=(847,832,943,842)
dateline: SHANGHAI, Friday. xyxy=(493,610,553,619)
article-subhead: WILD RUMOURS DENIED xyxy=(447,1060,537,1070)
table-cell-amount: 36,500 xyxy=(402,261,422,270)
article-body: Consideration has been given to the possibility of effecting economy by a reduction in the number of members of the House of Representatives, states the report of the Economy Commission. If the number of members in the British House of Commons bore the same ratio to the population of Great Britain as the membership of the New Zealand House of Representatives does to the population of New Zealand the number of members in the British House of Commons would be well over 2000, whereas actually membership is less than one-third of this number. We do not suggest that so drastic a reduction as one based on those figures would be possible in New Zealand, but feel that the membership might well be reduced. In recent years there has been a marked improvement in transport, and members can under present conditions travel with greater freedom and rapidity through their electorates than they could some years ago. This leads to the conclusion that in quite a number of cases the size of electorates might be increased. We are also of the opinion that a reduction in the number of members in the House of Representatives should be followed by a reduction in the membership of the Legislative Council. xyxy=(140,866,279,1088)
table-cell-item: Old age pensions xyxy=(288,343,337,352)
table-cell-amount: 5,000 xyxy=(406,531,422,540)
dateline: WELLINGTON, Friday. xyxy=(751,744,821,753)
dateline: HELSINGFORS, Friday. xyxy=(482,794,553,803)
table-cell-amount: 350 xyxy=(411,277,422,286)
dateline: WELLINGTON, Friday. xyxy=(209,857,279,866)
